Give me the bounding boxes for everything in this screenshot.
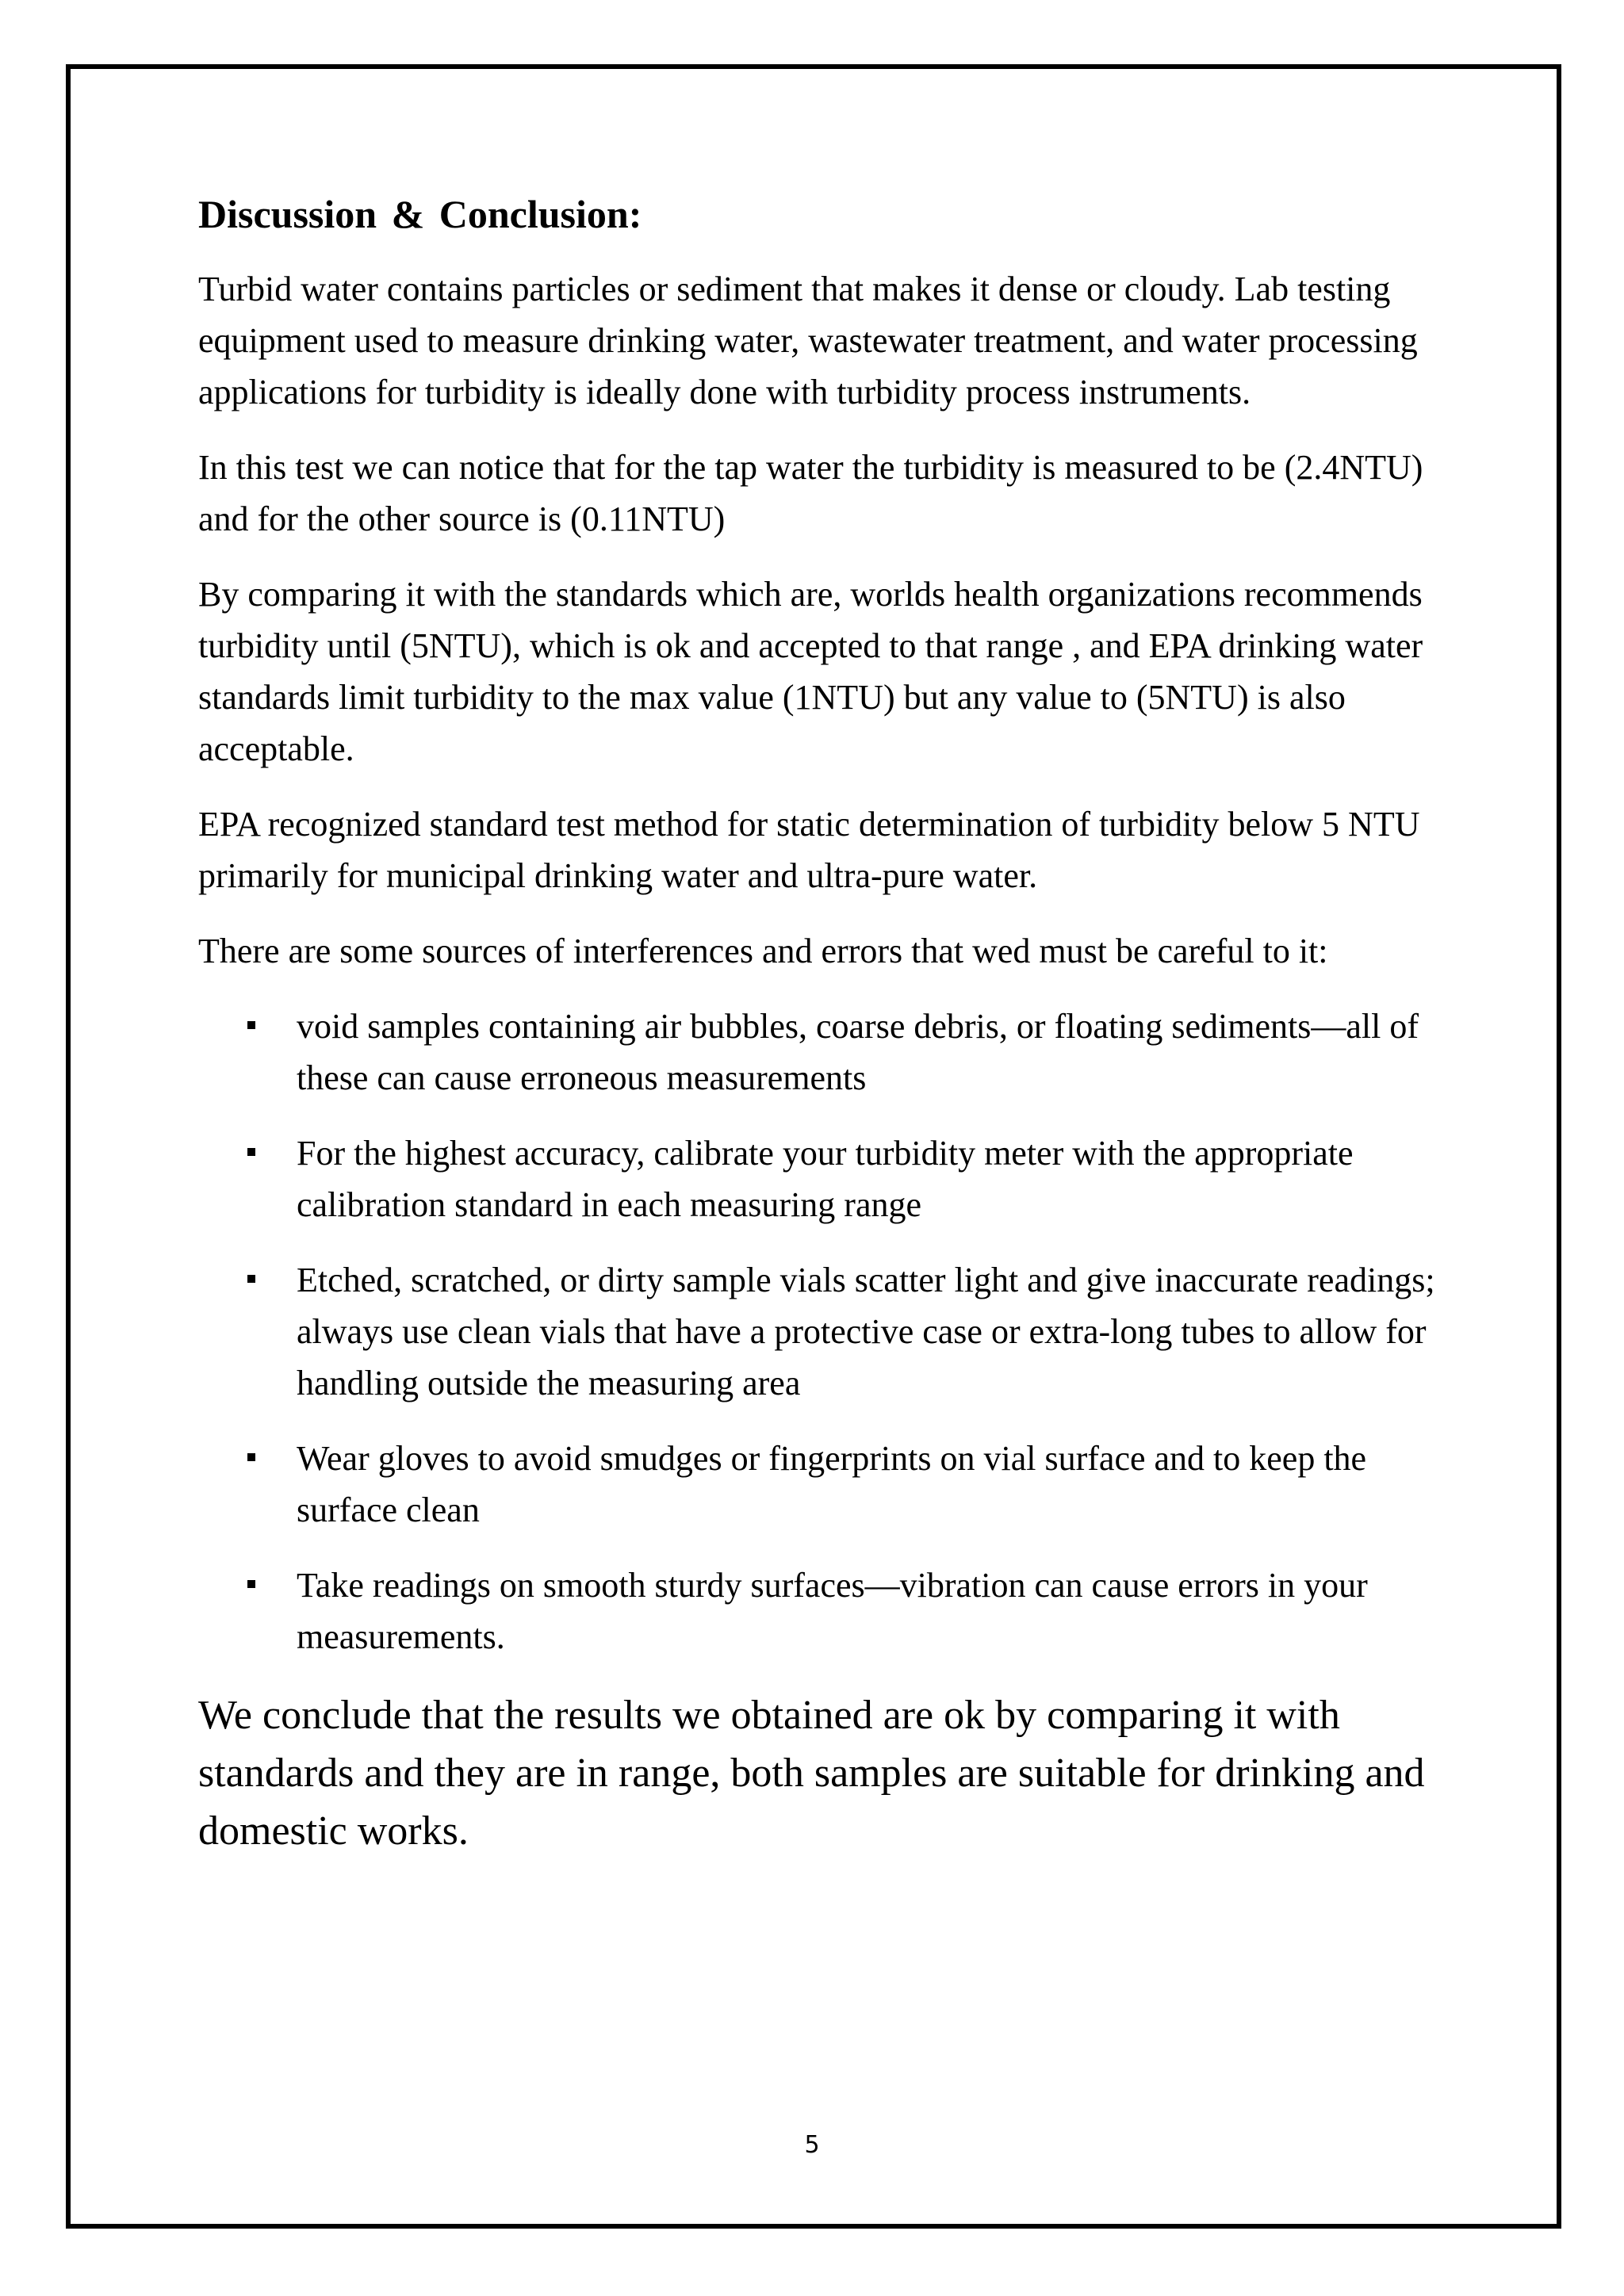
list-item (198, 1001, 1435, 1104)
list-item-text: Wear gloves to avoid smudges or fingerprints on vial surface and to keep the surface clean (297, 1439, 1367, 1529)
list-item (198, 1127, 1435, 1230)
list-item-text: Etched, scratched, or dirty sample vials scatter light and give inaccurate readings; always use clean vials that have a protective case or extra-long tubes to allow for handling outside the measuring area (297, 1261, 1435, 1402)
paragraph-error-sources: There are some sources of interferences and errors that wed must be careful to it: (198, 932, 1328, 970)
square-bullet-icon (247, 1021, 255, 1029)
paragraph-turbid-water: Turbid water contains particles or sediment that makes it dense or cloudy. Lab testing equipment used to measure drinking water, wastewater treatment, and water processing applications for turbidity is ideally done with turbidity process instruments. (198, 270, 1418, 411)
square-bullet-icon (247, 1148, 255, 1156)
paragraph-test-results: In this test we can notice that for the tap water the turbidity is measured to be (2.4NTU) and for the other source is (0.11NTU) (198, 448, 1423, 538)
list-item (198, 1433, 1435, 1536)
list-item (198, 1559, 1435, 1663)
list-item-text: For the highest accuracy, calibrate your turbidity meter with the appropriate calibration standard in each measuring range (297, 1134, 1354, 1224)
square-bullet-icon (247, 1580, 255, 1588)
paragraph-epa-method: EPA recognized standard test method for static determination of turbidity below 5 NTU primarily for municipal drinking water and ultra-pure water. (198, 805, 1420, 895)
section-heading: Discussion & Conclusion: (198, 192, 642, 236)
error-sources-list (198, 1001, 1435, 1663)
list-item-text: Take readings on smooth sturdy surfaces—vibration can cause errors in your measurements. (297, 1566, 1368, 1656)
conclusion-paragraph: We conclude that the results we obtained are ok by comparing it with standards and they are in range, both samples are suitable for drinking and domestic works. (198, 1693, 1425, 1854)
paragraph-standards-comparison: By comparing it with the standards which are, worlds health organizations recommends turbidity until (5NTU), which is ok and accepted to that range , and EPA drinking water standards limit turbidity to the max value (1NTU) but any value to (5NTU) is also acceptable. (198, 575, 1423, 768)
document-body (198, 190, 1435, 1860)
list-item (198, 1254, 1435, 1409)
square-bullet-icon (247, 1275, 255, 1283)
page-number: 5 (804, 2131, 820, 2159)
square-bullet-icon (247, 1453, 255, 1461)
list-item-text: void samples containing air bubbles, coarse debris, or floating sediments—all of these can cause erroneous measurements (297, 1007, 1419, 1097)
